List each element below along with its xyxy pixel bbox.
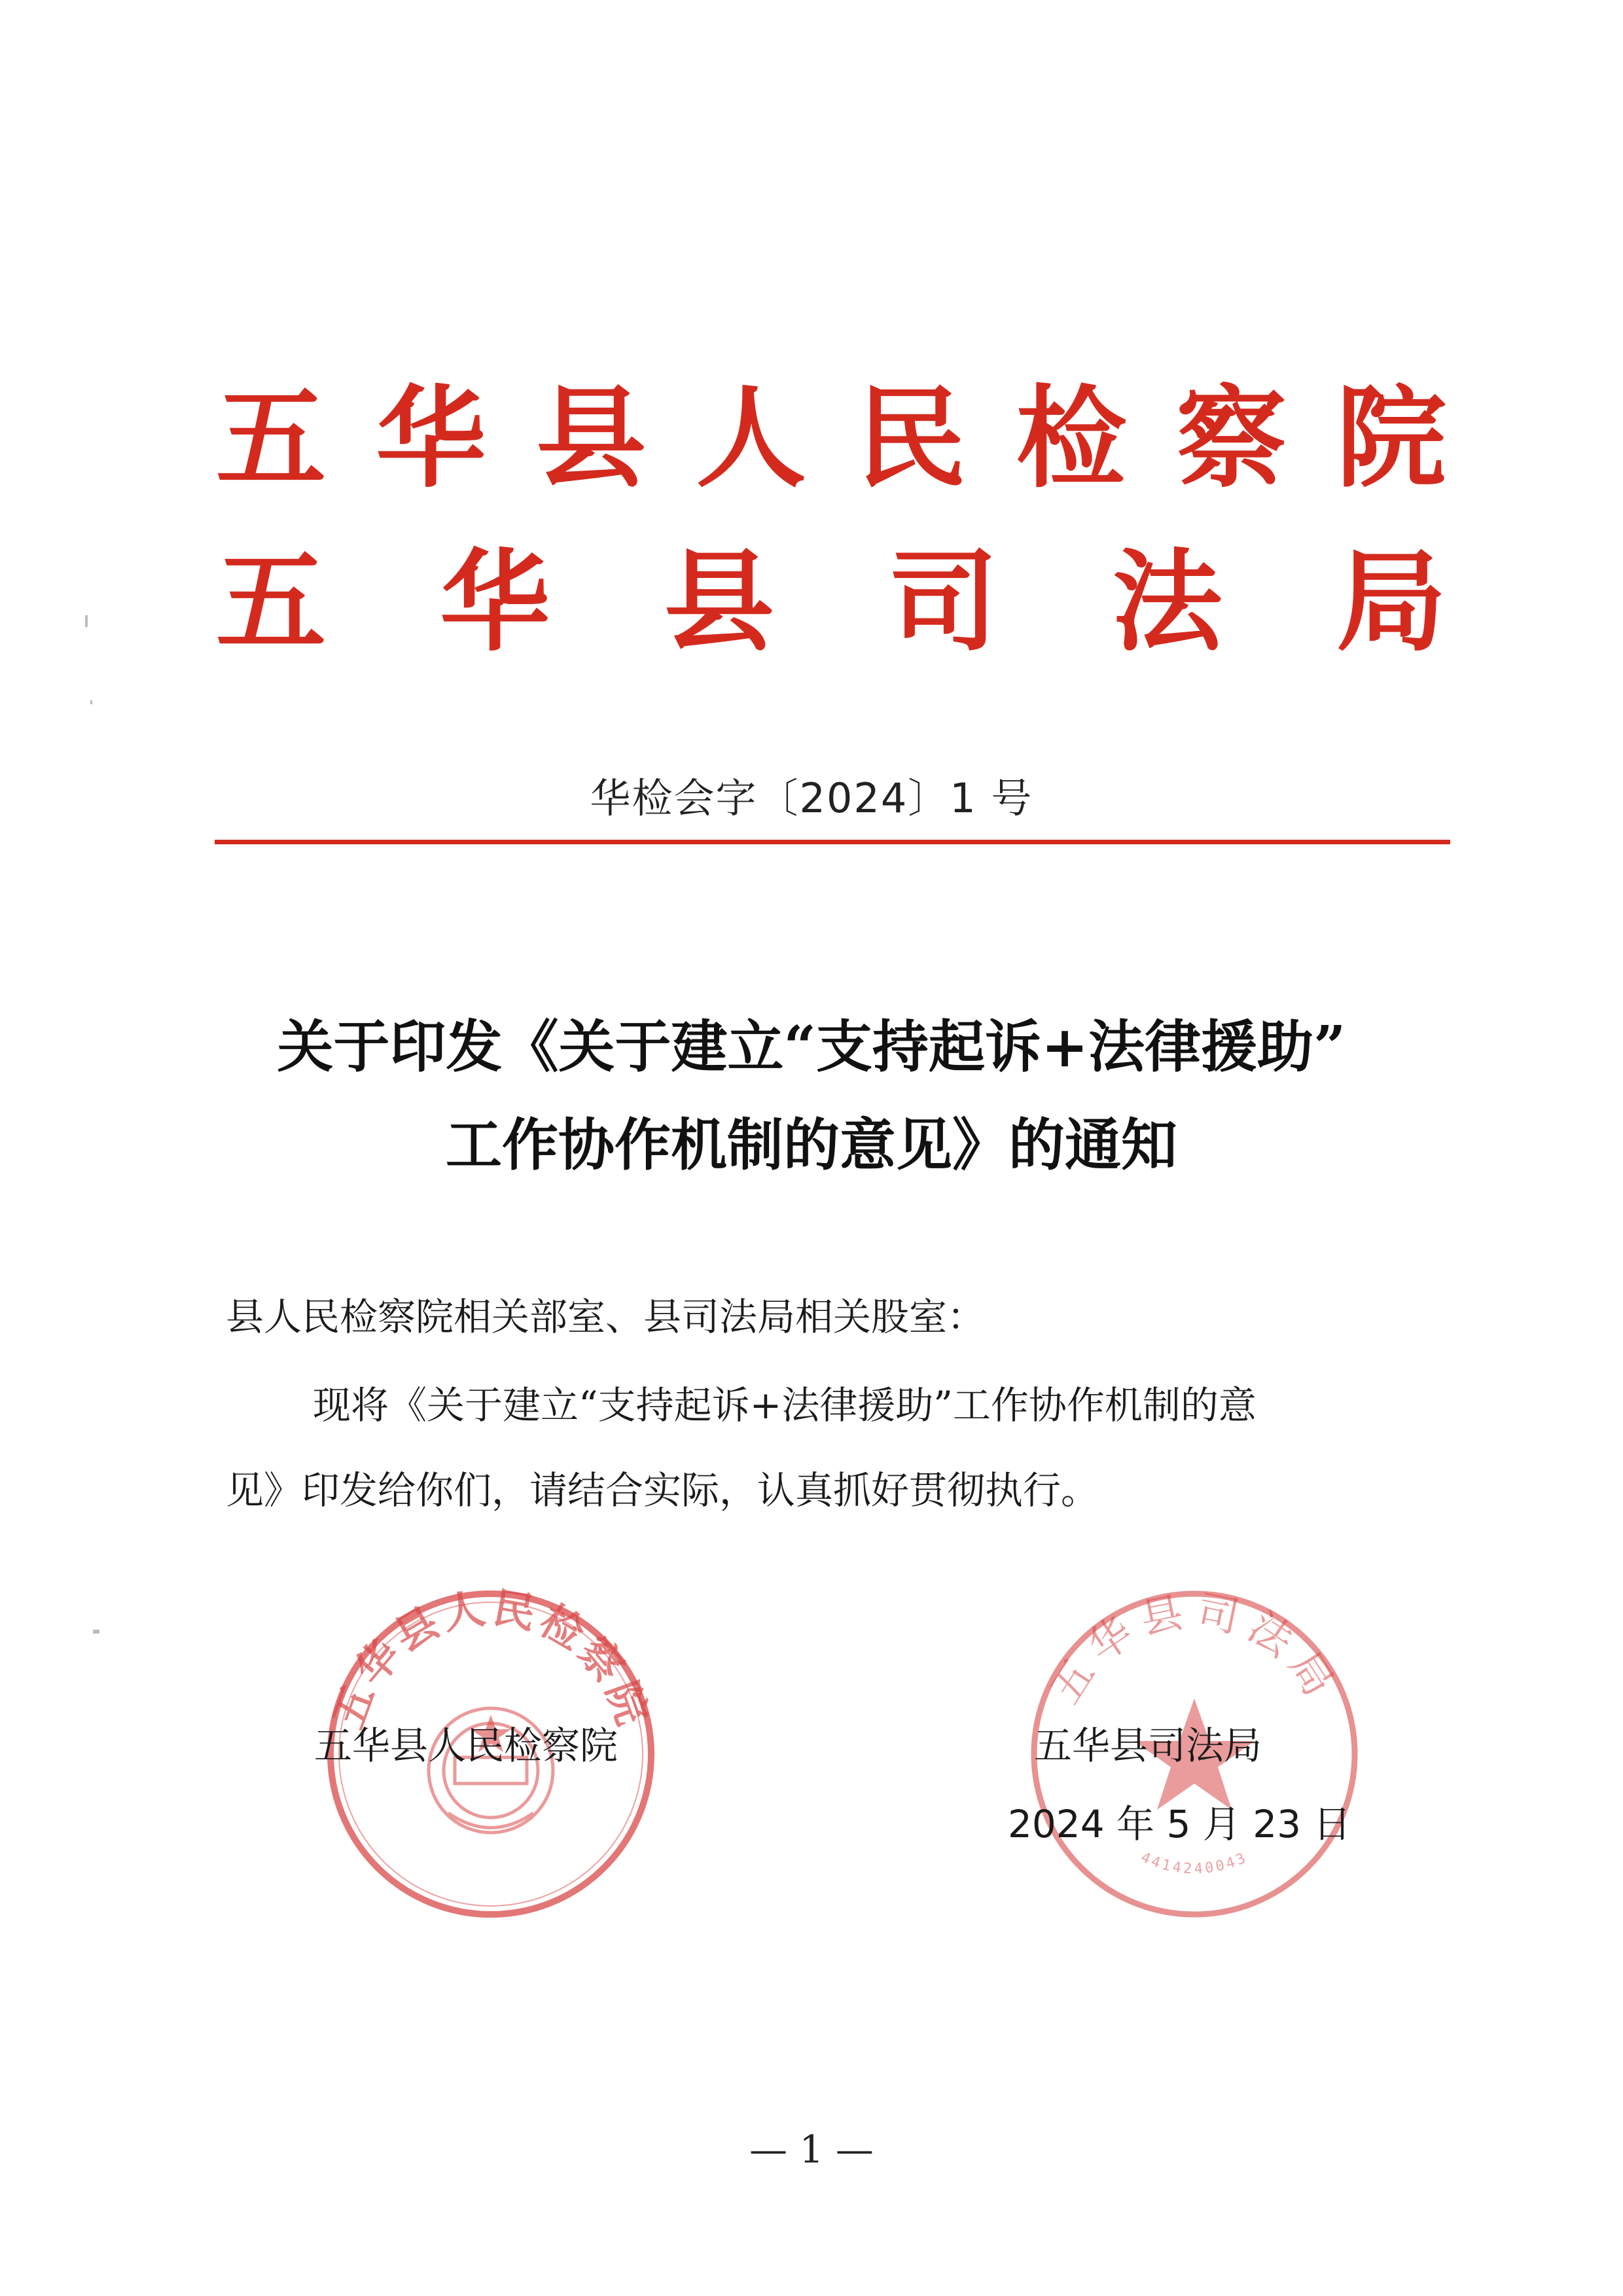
header-char: 院 [1336, 373, 1446, 503]
signing-date: 2024 年 5 月 23 日 [1008, 1802, 1351, 1846]
header-char: 县 [536, 373, 647, 503]
scan-artifact [90, 700, 92, 704]
red-separator-line [215, 840, 1450, 844]
scan-artifact [85, 615, 88, 627]
signer-procuratorate: 五华县人民检察院 [314, 1723, 618, 1768]
body-paragraph-line-2: 见》印发给你们，请结合实际，认真抓好贯彻执行。 [226, 1468, 1099, 1513]
document-title-line-2: 工作协作机制的意见》的通知 [446, 1112, 1177, 1178]
header-char: 人 [696, 373, 806, 503]
body-paragraph-line-1: 现将《关于建立“支持起诉+法律援助”工作协作机制的意 [313, 1383, 1257, 1427]
header-char: 局 [1336, 537, 1446, 666]
seal-left-text: 五华县人民检察院 [323, 1584, 658, 1735]
header-char: 华 [376, 373, 486, 503]
header-char: 法 [1112, 537, 1222, 666]
svg-text:4414240043 [1138, 1849, 1250, 1877]
header-char: 五 [216, 537, 326, 666]
document-title-line-1: 关于印发《关于建立“支持起诉+法律援助” [277, 1014, 1346, 1080]
svg-text:五华县人民检察院 [323, 1584, 658, 1735]
header-char: 县 [664, 537, 774, 666]
header-char: 检 [1016, 373, 1126, 503]
header-char: 民 [856, 373, 967, 503]
page-number: — 1 — [749, 2127, 874, 2172]
issuer-header-justice-bureau [216, 537, 1446, 666]
signer-justice-bureau: 五华县司法局 [1034, 1723, 1262, 1768]
seal-right-code: 4414240043 [1138, 1849, 1251, 1878]
header-char: 五 [216, 373, 326, 503]
salutation: 县人民检察院相关部室、县司法局相关股室： [226, 1295, 986, 1339]
seal-right-text: 五华县司法局 [1041, 1587, 1348, 1713]
issuer-header-procuratorate [216, 373, 1446, 503]
header-char: 司 [888, 537, 999, 666]
document-number: 华检会字〔2024〕1 号 [590, 774, 1033, 822]
scan-artifact [93, 1630, 99, 1634]
svg-text:五华县司法局 [1041, 1587, 1347, 1712]
header-char: 华 [440, 537, 550, 666]
header-char: 察 [1176, 373, 1287, 503]
